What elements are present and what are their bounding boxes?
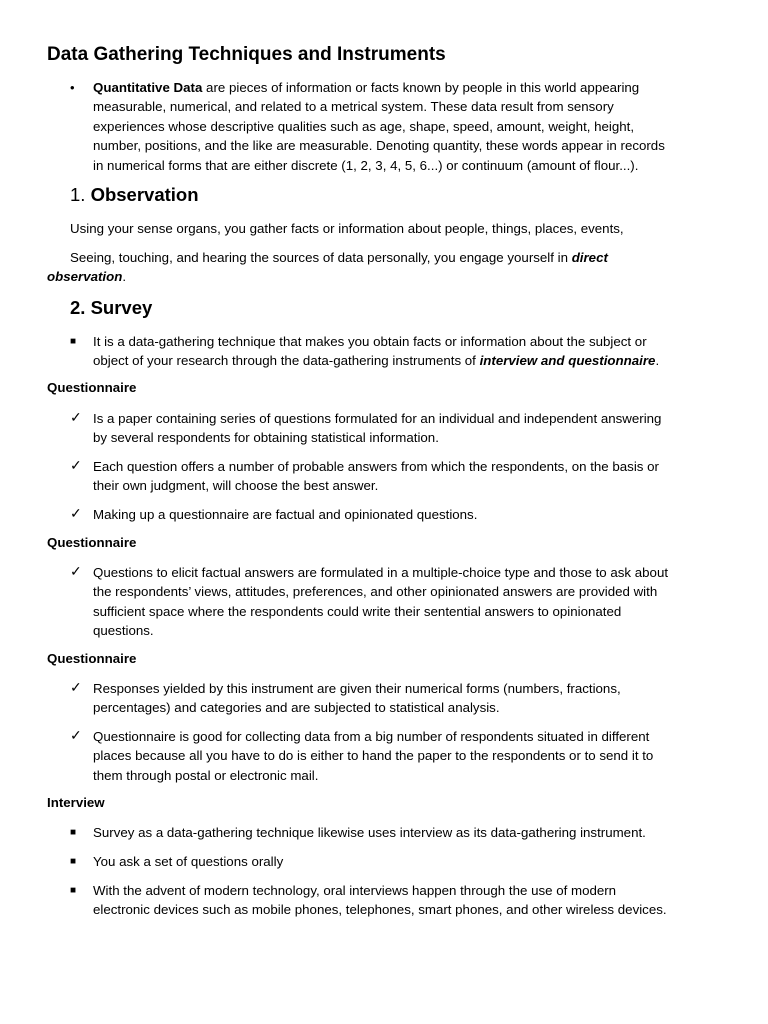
checkmark-icon: ✓: [70, 457, 82, 473]
list-item: [93, 409, 733, 448]
observation-text: Seeing, touching, and hearing the sources of data personally, you engage yourself in: [70, 250, 572, 265]
emphasis-instruments: interview and questionnaire: [479, 353, 656, 369]
observation-paragraph-1: Using your sense organs, you gather facts or information about people, things, places, events,: [70, 221, 624, 236]
list-item: [93, 823, 733, 842]
document-title: Data Gathering Techniques and Instruments: [47, 44, 446, 65]
intro-lead: Quantitative Data: [93, 80, 203, 95]
list-item: [93, 563, 733, 641]
subheading-questionnaire: Questionnaire: [47, 651, 137, 666]
survey-line: object of your research through the data-gathering instruments of: [93, 353, 480, 369]
intro-line: are pieces of information or facts known by people in this world appearing: [202, 80, 640, 95]
list-item: [93, 679, 733, 718]
period: .: [655, 353, 660, 369]
list-item: [93, 457, 733, 496]
bullet-square: ■: [70, 856, 77, 867]
section-number: 1.: [70, 184, 86, 205]
section-heading-survey: 2. Survey: [70, 297, 153, 318]
subheading-questionnaire: Questionnaire: [47, 535, 137, 550]
list-item-line: by several respondents for obtaining statistical information.: [93, 430, 439, 446]
list-item: [93, 881, 733, 920]
list-item-line: With the advent of modern technology, oral interviews happen through the use of modern: [93, 883, 617, 898]
section-title: Observation: [90, 184, 199, 205]
bullet-square: ■: [70, 827, 77, 838]
bullet-square: ■: [70, 336, 77, 347]
subheading-interview: Interview: [47, 795, 105, 810]
period: .: [122, 269, 127, 285]
bullet-dot: •: [70, 80, 75, 95]
emphasis-direct: direct: [571, 250, 608, 265]
list-item-line: them through postal or electronic mail.: [93, 767, 319, 783]
observation-paragraph-2: [47, 248, 747, 287]
survey-paragraph: [93, 332, 733, 371]
list-item-line: percentages) and categories and are subjected to statistical analysis.: [93, 700, 500, 716]
list-item-line: Questionnaire is good for collecting data from a big number of respondents situated in different: [93, 729, 650, 744]
list-item-line: places because all you have to do is either to hand the paper to the respondents or to send it to: [93, 748, 654, 764]
checkmark-icon: ✓: [70, 505, 82, 521]
checkmark-icon: ✓: [70, 727, 82, 743]
list-item: [93, 727, 733, 785]
intro-paragraph: [93, 78, 733, 175]
list-item-line: sufficient space where the respondents could write their sentential answers to opinionated: [93, 603, 622, 619]
section-heading-observation: [70, 184, 199, 206]
bullet-square: ■: [70, 885, 77, 896]
checkmark-icon: ✓: [70, 563, 82, 579]
checkmark-icon: ✓: [70, 409, 82, 425]
intro-line: measurable, numerical, and related to a metrical system. These data result from sensory: [93, 99, 614, 115]
list-item-line: Making up a questionnaire are factual and opinionated questions.: [93, 507, 478, 522]
list-item-line: Survey as a data-gathering technique likewise uses interview as its data-gathering instrument.: [93, 825, 646, 840]
list-item-line: questions.: [93, 623, 154, 639]
list-item: [93, 505, 733, 524]
list-item-line: the respondents’ views, attitudes, preferences, and other opinionated answers are provided with: [93, 584, 658, 600]
list-item-line: Each question offers a number of probable answers from which the respondents, on the basis or: [93, 459, 659, 474]
list-item-line: Is a paper containing series of questions formulated for an individual and independent answering: [93, 411, 662, 426]
checkmark-icon: ✓: [70, 679, 82, 695]
intro-line: in numerical forms that are either discrete (1, 2, 3, 4, 5, 6...) or continuum (amount of flour...).: [93, 157, 639, 173]
subheading-questionnaire: Questionnaire: [47, 380, 137, 395]
list-item-line: You ask a set of questions orally: [93, 854, 284, 869]
survey-line: It is a data-gathering technique that makes you obtain facts or information about the subject or: [93, 334, 647, 349]
list-item-line: electronic devices such as mobile phones, telephones, smart phones, and other wireless devices.: [93, 902, 667, 918]
intro-line: number, positions, and the like are measurable. Denoting quantity, these words appear in records: [93, 138, 665, 154]
list-item: [93, 852, 733, 871]
list-item-line: their own judgment, will choose the best answer.: [93, 478, 379, 494]
emphasis-observation: observation: [47, 269, 123, 285]
list-item-line: Responses yielded by this instrument are given their numerical forms (numbers, fractions,: [93, 681, 621, 696]
intro-line: experiences whose descriptive qualities such as age, shape, speed, amount, weight, height,: [93, 118, 635, 134]
list-item-line: Questions to elicit factual answers are formulated in a multiple-choice type and those to ask about: [93, 565, 669, 580]
